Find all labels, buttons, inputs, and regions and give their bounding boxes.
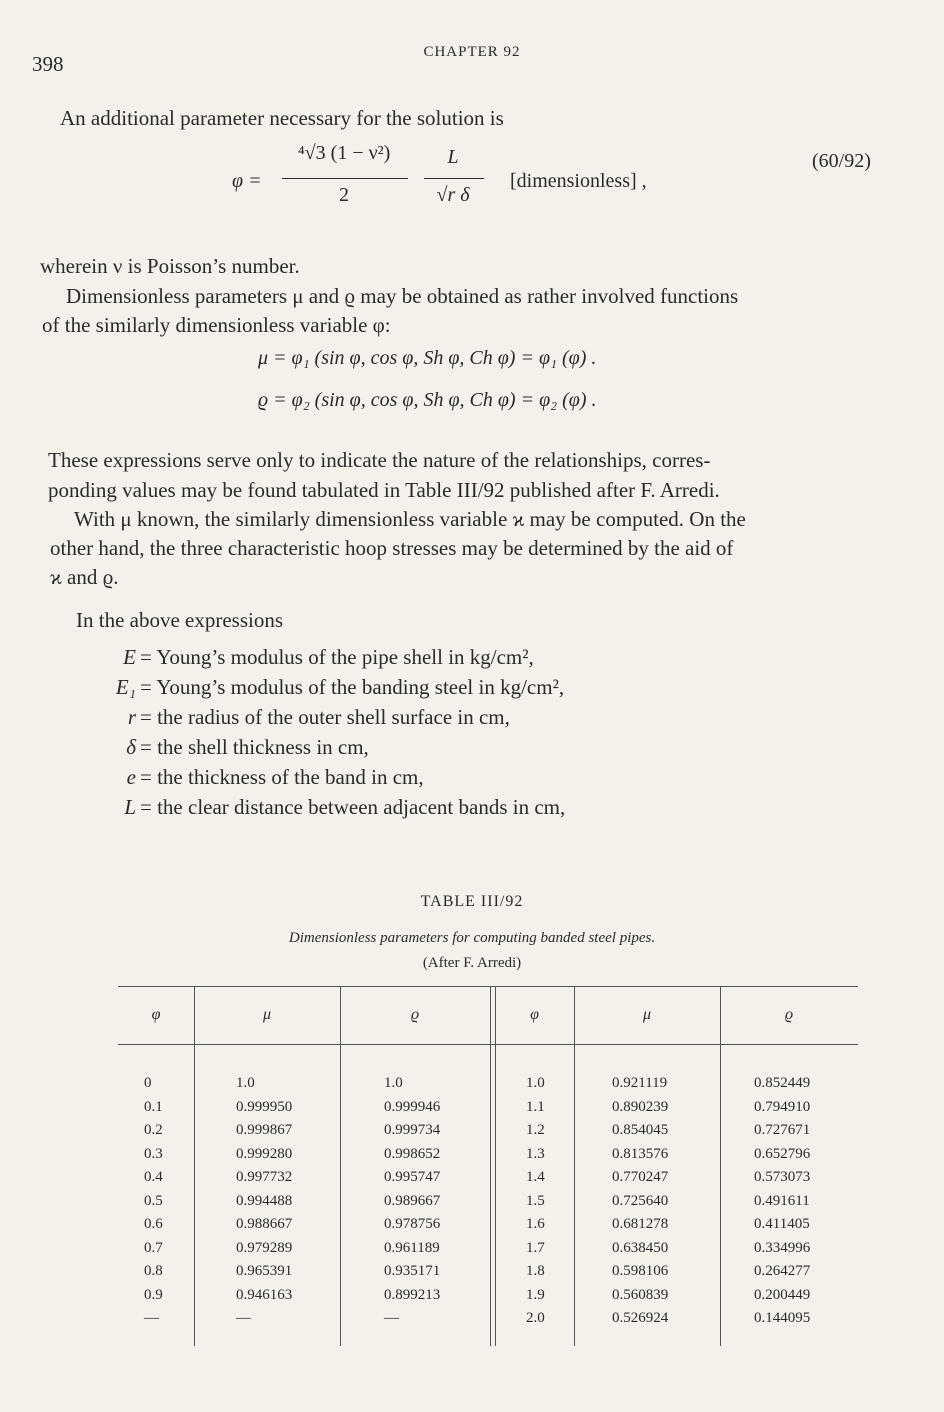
equation-mu: μ = φ₁ (sin φ, cos φ, Sh φ, Ch φ) = φ₁ (φ) .	[258, 347, 597, 369]
table-cell: 0.999950	[236, 1098, 293, 1115]
table-cell: 0.573073	[754, 1169, 811, 1185]
table-cell: 0.921119	[612, 1075, 668, 1091]
equation-denominator-1: 2	[339, 184, 349, 206]
table-cell: 1.0	[236, 1075, 255, 1091]
paragraph-dimensionless-2: of the similarly dimensionless variable φ:	[42, 313, 391, 337]
paragraph-intro: An additional parameter necessary for the solution is	[60, 106, 504, 130]
table-cell: 0.989667	[384, 1192, 441, 1209]
table-cell: 0.999867	[236, 1122, 293, 1138]
definition-E: E = Young’s modulus of the pipe shell in kg/cm²,	[123, 645, 534, 669]
table-caption: Dimensionless parameters for computing banded steel pipes.	[288, 930, 656, 946]
column-header-mu-right: μ	[642, 1006, 652, 1023]
table-cell: 0.813576	[612, 1145, 669, 1162]
table-cell: 0.4	[144, 1169, 163, 1185]
table-cell: 1.8	[526, 1263, 545, 1279]
table-cell: —	[236, 1310, 251, 1326]
table-cell: 0.899213	[384, 1286, 441, 1303]
definition-E1: E₁ = Young’s modulus of the banding steel in kg/cm²,	[115, 675, 565, 699]
table-cell: 0.725640	[612, 1192, 669, 1209]
table-cell: 0	[144, 1075, 152, 1091]
definition-e: e = the thickness of the band in cm,	[126, 765, 424, 789]
column-phi-left	[144, 1072, 163, 1331]
table-cell: 0.965391	[236, 1263, 293, 1279]
table-column-rule	[720, 986, 721, 1346]
table-cell: 1.0	[526, 1075, 545, 1091]
equation-phi-lhs: φ =	[232, 170, 262, 192]
table-cell: 0.998652	[384, 1145, 441, 1162]
table-cell: 0.994488	[236, 1192, 293, 1209]
table-cell: 0.988667	[236, 1216, 293, 1232]
table-cell: 0.491611	[754, 1192, 810, 1209]
table-column-rule	[574, 986, 575, 1346]
table-cell: —	[144, 1310, 159, 1326]
table-cell: 0.995747	[384, 1169, 441, 1185]
table-column-rule	[194, 986, 195, 1346]
table-cell: 0.961189	[384, 1239, 440, 1256]
table-cell: 0.6	[144, 1216, 163, 1232]
table-cell: 0.334996	[754, 1239, 811, 1256]
table-column-rule	[495, 986, 496, 1346]
equation-unit: [dimensionless] ,	[510, 170, 647, 192]
definition-delta: δ = the shell thickness in cm,	[126, 735, 369, 759]
equation-numerator-1: ⁴√3 (1 − ν²)	[297, 142, 391, 164]
table-column-rule	[340, 986, 341, 1346]
column-mu-left	[236, 1072, 292, 1331]
table-cell: —	[384, 1310, 399, 1326]
table-cell: 0.681278	[612, 1216, 669, 1232]
table-cell: 0.997732	[236, 1169, 293, 1185]
table-cell: 1.3	[526, 1145, 545, 1162]
table-cell: 1.1	[526, 1098, 545, 1115]
table-cell: 0.999280	[236, 1145, 293, 1162]
paragraph-above-expressions: In the above expressions	[76, 608, 284, 632]
running-head: CHAPTER 92	[423, 44, 521, 60]
table-cell: 0.652796	[754, 1145, 811, 1162]
definitions-list	[78, 642, 565, 822]
paragraph-dimensionless-1: Dimensionless parameters μ and ϱ may be obtained as rather involved functions	[66, 284, 739, 308]
table-cell: 0.852449	[754, 1075, 811, 1091]
table-title: TABLE III/92	[420, 893, 524, 910]
definition-L: L = the clear distance between adjacent bands in cm,	[124, 795, 566, 819]
column-rho-left	[384, 1072, 440, 1331]
table-cell: 0.999946	[384, 1098, 441, 1115]
table-cell: 1.4	[526, 1169, 545, 1185]
table-cell: 0.9	[144, 1286, 163, 1303]
table-cell: 1.6	[526, 1216, 545, 1232]
column-mu-right	[612, 1072, 668, 1331]
column-header-phi-right: φ	[530, 1006, 539, 1023]
table-top-rule	[118, 986, 858, 987]
table-cell: 1.5	[526, 1192, 545, 1209]
table-cell: 0.946163	[236, 1286, 293, 1303]
column-header-rho-left: ϱ	[410, 1006, 420, 1023]
paragraph-expressions-1: These expressions serve only to indicate the nature of the relationships, corres-	[48, 448, 711, 472]
definition-r: r = the radius of the outer shell surface in cm,	[127, 705, 510, 729]
column-header-rho-right: ϱ	[784, 1006, 794, 1023]
table-cell: 0.935171	[384, 1263, 441, 1279]
table-cell: 0.526924	[612, 1310, 669, 1326]
column-phi-right	[526, 1072, 545, 1331]
equation-numerator-2: L	[447, 146, 459, 168]
table-cell: 1.2	[526, 1122, 545, 1138]
paragraph-with-mu-2: other hand, the three characteristic hoop stresses may be determined by the aid of	[50, 536, 734, 560]
table-source: (After F. Arredi)	[422, 955, 522, 971]
table-column-rule	[490, 986, 491, 1346]
paragraph-with-mu-3: ϰ and ϱ.	[50, 565, 119, 589]
table-cell: 0.979289	[236, 1239, 293, 1256]
table-cell: 0.727671	[754, 1122, 811, 1138]
table-cell: 0.770247	[612, 1169, 669, 1185]
equation-number: (60/92)	[812, 150, 871, 172]
table-cell: 0.598106	[612, 1263, 669, 1279]
column-rho-right	[754, 1072, 810, 1331]
table-cell: 0.200449	[754, 1286, 811, 1303]
table-cell: 0.411405	[754, 1216, 810, 1232]
table-cell: 0.999734	[384, 1122, 441, 1138]
equation-rho: ϱ = φ₂ (sin φ, cos φ, Sh φ, Ch φ) = φ₂ (φ) .	[258, 389, 597, 411]
data-table	[118, 986, 858, 1358]
fraction-bar-2	[424, 178, 484, 179]
table-cell: 0.3	[144, 1145, 163, 1162]
table-cell: 0.2	[144, 1122, 163, 1138]
fraction-bar-1	[282, 178, 408, 179]
table-cell: 2.0	[526, 1310, 545, 1326]
table-cell: 0.264277	[754, 1263, 811, 1279]
table-cell: 1.7	[526, 1239, 545, 1256]
table-cell: 1.0	[384, 1075, 403, 1091]
table-cell: 0.144095	[754, 1310, 811, 1326]
table-cell: 0.638450	[612, 1239, 669, 1256]
table-header-rule	[118, 1044, 858, 1045]
table-cell: 1.9	[526, 1286, 545, 1303]
table-cell: 0.7	[144, 1239, 163, 1256]
column-header-mu-left: μ	[262, 1006, 272, 1023]
table-cell: 0.560839	[612, 1286, 669, 1303]
table-cell: 0.794910	[754, 1098, 811, 1115]
page-number: 398	[32, 52, 64, 76]
table-cell: 0.854045	[612, 1122, 669, 1138]
equation-denominator-2: √r δ	[436, 184, 470, 206]
table-cell: 0.978756	[384, 1216, 441, 1232]
paragraph-with-mu-1: With μ known, the similarly dimensionless variable ϰ may be computed. On the	[74, 507, 746, 531]
column-header-phi-left: φ	[151, 1006, 161, 1023]
table-cell: 0.8	[144, 1263, 163, 1279]
paragraph-expressions-2: ponding values may be found tabulated in Table III/92 published after F. Arredi.	[48, 478, 720, 502]
paragraph-wherein: wherein ν is Poisson’s number.	[40, 254, 300, 278]
table-cell: 0.5	[144, 1192, 163, 1209]
table-cell: 0.1	[144, 1098, 163, 1115]
table-cell: 0.890239	[612, 1098, 669, 1115]
